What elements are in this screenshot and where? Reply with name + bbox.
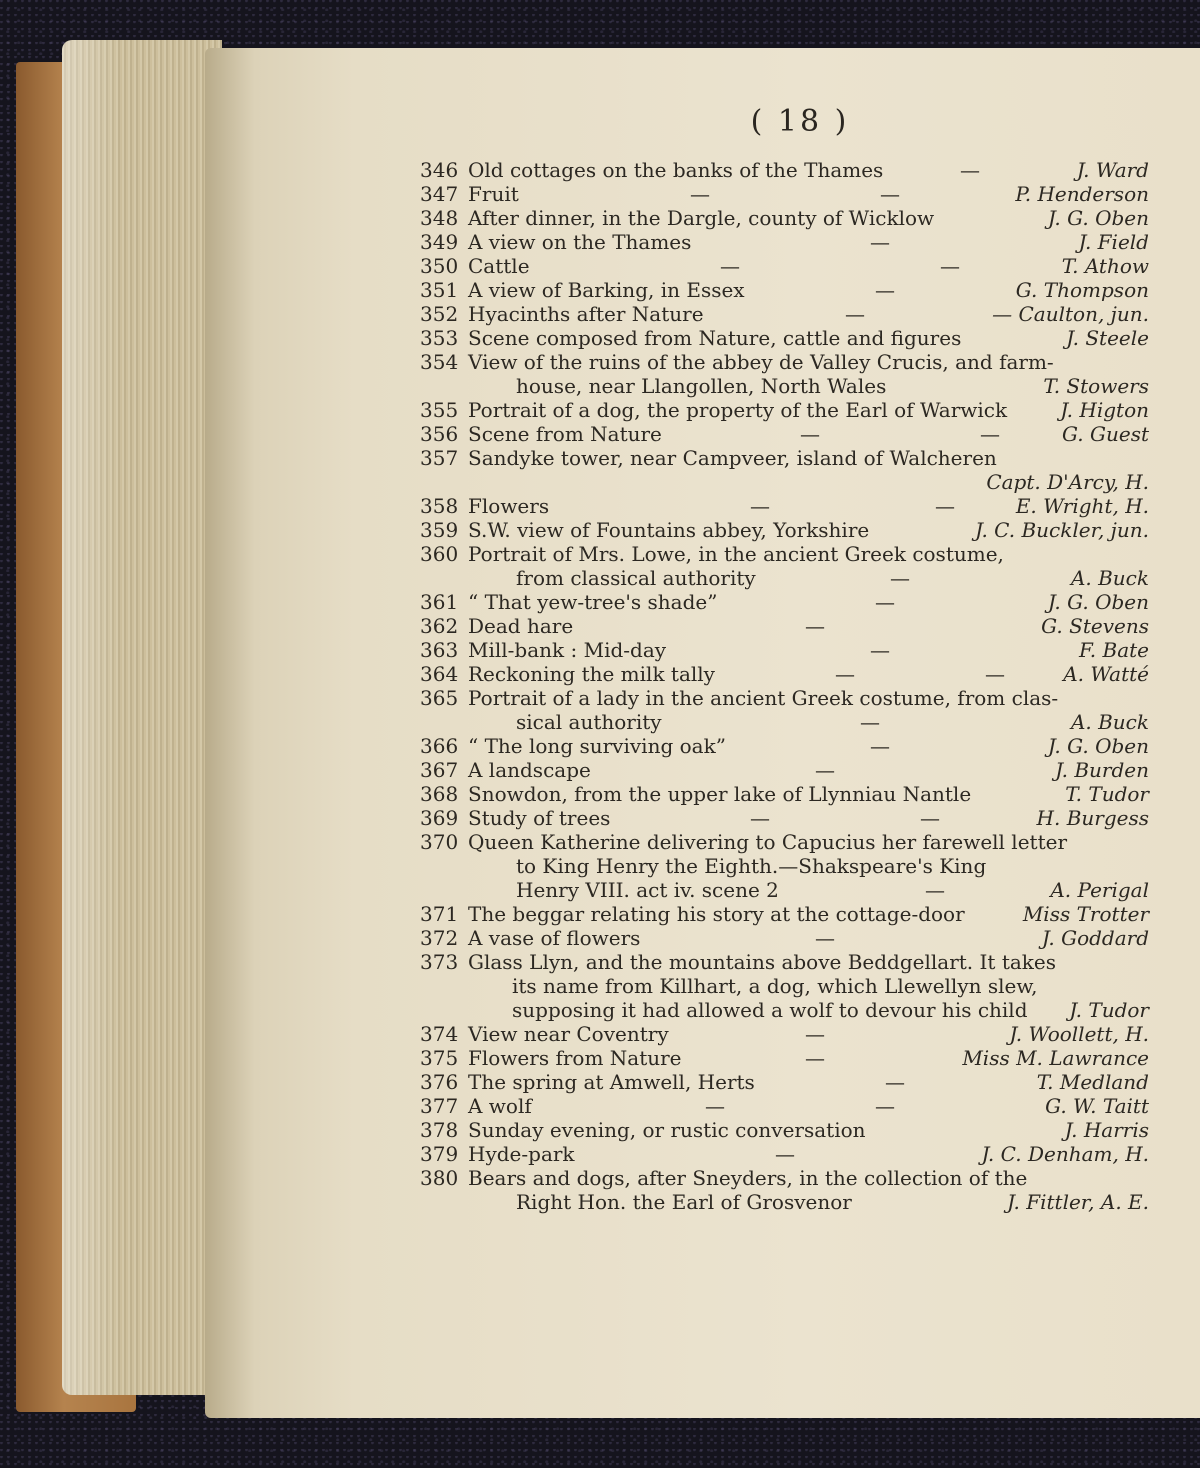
entry-title: sical authority xyxy=(516,710,662,734)
entry-title: Mill-bank : Mid-day xyxy=(468,638,667,662)
entry-dash: — xyxy=(870,638,890,662)
entry-dash: — xyxy=(805,614,825,638)
entry-artist: J. G. Oben xyxy=(1047,206,1149,230)
entry-artist: A. Buck xyxy=(1070,710,1149,734)
entry-title: “ The long surviving oak” xyxy=(468,734,726,758)
entry-dash: — xyxy=(880,182,900,206)
entry-artist: J. Steele xyxy=(1066,326,1149,350)
entry-artist: E. Wright, H. xyxy=(1015,494,1149,518)
entry-number: 360 xyxy=(420,542,459,566)
entry-artist: J. C. Denham, H. xyxy=(981,1142,1149,1166)
entry-artist: A. Watté xyxy=(1063,662,1149,686)
entry-artist: J. Higton xyxy=(1060,398,1149,422)
entry-title: After dinner, in the Dargle, county of Wicklow xyxy=(468,206,935,230)
entry-number: 358 xyxy=(420,494,459,518)
entry-title: Queen Katherine delivering to Capucius her farewell letter xyxy=(468,830,1068,854)
entry-number: 352 xyxy=(420,302,459,326)
entry-artist: J. Tudor xyxy=(1069,998,1149,1022)
entry-dash: — xyxy=(815,926,835,950)
entry-title: its name from Killhart, a dog, which Llewellyn slew, xyxy=(512,974,1038,998)
entry-artist: A. Buck xyxy=(1070,566,1149,590)
entry-artist: H. Burgess xyxy=(1036,806,1149,830)
entry-number: 379 xyxy=(420,1142,459,1166)
entry-number: 374 xyxy=(420,1022,459,1046)
entry-number: 372 xyxy=(420,926,459,950)
entry-title: The beggar relating his story at the cottage-door xyxy=(468,902,965,926)
entry-number: 363 xyxy=(420,638,459,662)
entry-title: Hyacinths after Nature xyxy=(468,302,704,326)
entry-artist: J. Fittler, A. E. xyxy=(1007,1190,1149,1214)
entry-dash: — xyxy=(720,254,740,278)
entry-title: Cattle xyxy=(468,254,530,278)
entry-artist: J. Ward xyxy=(1076,158,1149,182)
entry-artist: T. Athow xyxy=(1061,254,1149,278)
entry-number: 367 xyxy=(420,758,459,782)
entry-number: 377 xyxy=(420,1094,459,1118)
entry-dash: — xyxy=(750,806,770,830)
entry-number: 353 xyxy=(420,326,459,350)
entry-dash: — xyxy=(835,662,855,686)
entry-dash: — xyxy=(775,1142,795,1166)
entry-artist: Miss M. Lawrance xyxy=(962,1046,1149,1070)
entry-dash: — xyxy=(875,590,895,614)
entry-artist: G. Thompson xyxy=(1015,278,1149,302)
entry-dash: — xyxy=(870,734,890,758)
entry-artist: J. Goddard xyxy=(1041,926,1149,950)
entry-dash: — xyxy=(805,1022,825,1046)
entry-title: A vase of flowers xyxy=(468,926,641,950)
entry-dash: — xyxy=(980,422,1000,446)
entry-artist: F. Bate xyxy=(1079,638,1149,662)
entry-dash: — xyxy=(920,806,940,830)
entry-title: Fruit xyxy=(468,182,519,206)
catalogue-entry xyxy=(420,1190,1155,1218)
entry-artist: J. Woollett, H. xyxy=(1009,1022,1149,1046)
entry-title: Study of trees xyxy=(468,806,611,830)
page-number-header: ( 18 ) xyxy=(750,104,850,139)
entry-dash: — xyxy=(870,230,890,254)
entry-title: The spring at Amwell, Herts xyxy=(468,1070,755,1094)
entry-number: 350 xyxy=(420,254,459,278)
entry-title: S.W. view of Fountains abbey, Yorkshire xyxy=(468,518,870,542)
entry-number: 366 xyxy=(420,734,459,758)
entry-dash: — xyxy=(890,566,910,590)
entry-artist: J. Field xyxy=(1078,230,1149,254)
entry-artist: T. Tudor xyxy=(1065,782,1149,806)
entry-title: Right Hon. the Earl of Grosvenor xyxy=(516,1190,852,1214)
entry-artist: J. Burden xyxy=(1055,758,1149,782)
entry-artist: T. Stowers xyxy=(1043,374,1149,398)
entry-number: 369 xyxy=(420,806,459,830)
entry-number: 347 xyxy=(420,182,459,206)
entry-dash: — xyxy=(750,494,770,518)
entry-title: Reckoning the milk tally xyxy=(468,662,715,686)
entry-number: 356 xyxy=(420,422,459,446)
page-edges-highlight xyxy=(62,40,122,1395)
entry-number: 349 xyxy=(420,230,459,254)
entry-title: Flowers xyxy=(468,494,550,518)
entry-title: View of the ruins of the abbey de Valley Crucis, and farm- xyxy=(468,350,1054,374)
entry-number: 368 xyxy=(420,782,459,806)
entry-artist: J. Harris xyxy=(1064,1118,1149,1142)
entry-number: 346 xyxy=(420,158,459,182)
entry-number: 371 xyxy=(420,902,459,926)
entry-title: Flowers from Nature xyxy=(468,1046,682,1070)
entry-number: 355 xyxy=(420,398,459,422)
entry-title: to King Henry the Eighth.—Shakspeare's King xyxy=(516,854,987,878)
entry-title: Sandyke tower, near Campveer, island of Walcheren xyxy=(468,446,997,470)
entry-dash: — xyxy=(885,1070,905,1094)
entry-artist: G. Stevens xyxy=(1041,614,1149,638)
entry-title: A landscape xyxy=(468,758,591,782)
entry-artist: Miss Trotter xyxy=(1022,902,1149,926)
entry-artist: J. G. Oben xyxy=(1047,734,1149,758)
entry-artist: P. Henderson xyxy=(1015,182,1149,206)
entry-title: View near Coventry xyxy=(468,1022,669,1046)
entry-dash: — xyxy=(690,182,710,206)
entry-dash: — xyxy=(985,662,1005,686)
entry-dash: — xyxy=(845,302,865,326)
entry-number: 365 xyxy=(420,686,459,710)
entry-dash: — xyxy=(875,1094,895,1118)
entry-artist: A. Perigal xyxy=(1050,878,1149,902)
entry-title: A view of Barking, in Essex xyxy=(468,278,745,302)
entry-dash: — xyxy=(860,710,880,734)
entry-title: Henry VIII. act iv. scene 2 xyxy=(516,878,779,902)
entry-number: 370 xyxy=(420,830,459,854)
entry-number: 361 xyxy=(420,590,459,614)
entry-title: Glass Llyn, and the mountains above Beddgellart. It takes xyxy=(468,950,1056,974)
entry-title: house, near Llangollen, North Wales xyxy=(516,374,887,398)
entry-artist: Capt. D'Arcy, H. xyxy=(986,470,1149,494)
entry-title: supposing it had allowed a wolf to devour his child xyxy=(512,998,1028,1022)
entry-title: Bears and dogs, after Sneyders, in the collection of the xyxy=(468,1166,1028,1190)
entry-dash: — xyxy=(925,878,945,902)
entry-number: 357 xyxy=(420,446,459,470)
entry-title: A wolf xyxy=(468,1094,532,1118)
entry-dash: — xyxy=(935,494,955,518)
entry-title: Old cottages on the banks of the Thames xyxy=(468,158,884,182)
entry-title: Dead hare xyxy=(468,614,574,638)
entry-number: 359 xyxy=(420,518,459,542)
entry-artist: J. C. Buckler, jun. xyxy=(974,518,1149,542)
entry-title: A view on the Thames xyxy=(468,230,692,254)
entry-title: Hyde-park xyxy=(468,1142,575,1166)
entry-number: 351 xyxy=(420,278,459,302)
entry-number: 375 xyxy=(420,1046,459,1070)
entry-artist: J. G. Oben xyxy=(1047,590,1149,614)
entry-dash: — xyxy=(705,1094,725,1118)
entry-artist: G. Guest xyxy=(1062,422,1149,446)
entry-artist: — Caulton, jun. xyxy=(992,302,1149,326)
entry-dash: — xyxy=(805,1046,825,1070)
entry-title: Portrait of a dog, the property of the Earl of Warwick xyxy=(468,398,1008,422)
entry-dash: — xyxy=(800,422,820,446)
entry-title: Snowdon, from the upper lake of Llynniau Nantle xyxy=(468,782,972,806)
entry-number: 376 xyxy=(420,1070,459,1094)
entry-artist: T. Medland xyxy=(1036,1070,1149,1094)
entry-dash: — xyxy=(875,278,895,302)
entry-dash: — xyxy=(940,254,960,278)
entry-number: 380 xyxy=(420,1166,459,1190)
entry-number: 354 xyxy=(420,350,459,374)
entry-number: 378 xyxy=(420,1118,459,1142)
entry-title: Portrait of a lady in the ancient Greek costume, from clas- xyxy=(468,686,1059,710)
entry-number: 362 xyxy=(420,614,459,638)
entry-artist: G. W. Taitt xyxy=(1045,1094,1149,1118)
entry-number: 348 xyxy=(420,206,459,230)
entry-number: 364 xyxy=(420,662,459,686)
entry-dash: — xyxy=(960,158,980,182)
entry-title: “ That yew-tree's shade” xyxy=(468,590,718,614)
entry-title: Scene composed from Nature, cattle and figures xyxy=(468,326,962,350)
entry-number: 373 xyxy=(420,950,459,974)
entry-title: Sunday evening, or rustic conversation xyxy=(468,1118,866,1142)
entry-dash: — xyxy=(815,758,835,782)
entry-title: Portrait of Mrs. Lowe, in the ancient Greek costume, xyxy=(468,542,1004,566)
entry-title: from classical authority xyxy=(516,566,756,590)
entry-title: Scene from Nature xyxy=(468,422,662,446)
